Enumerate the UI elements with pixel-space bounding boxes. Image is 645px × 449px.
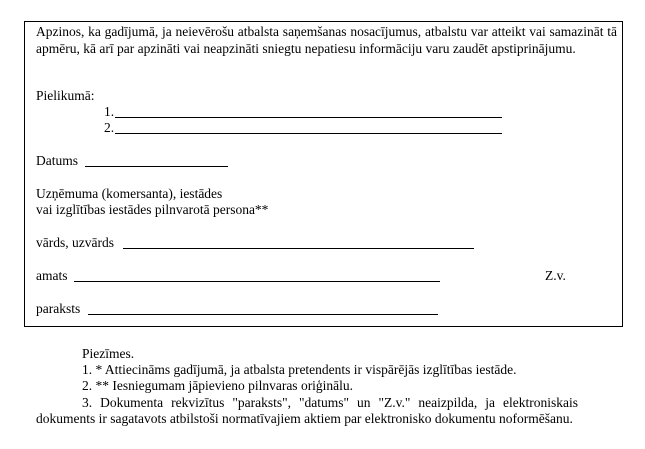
note-item-1: 1. * Attiecināms gadījumā, ja atbalsta pretendents ir vispārējās izglītības iestāde. <box>82 362 517 377</box>
position-label: amats <box>36 268 68 283</box>
declaration-text: Apzinos, ka gadījumā, ja neievērošu atbalsta saņemšanas nosacījumus, atbalstu var atteikt vai samazināt tā apmēru, kā arī par apzināti vai neapzināti sniegtu nepatiesu informāciju varu zaudēt apstiprinājumu. <box>36 24 617 56</box>
attachment-item-2-line[interactable] <box>115 133 502 134</box>
name-line[interactable] <box>123 248 474 249</box>
notes-title: Piezīmes. <box>82 346 135 361</box>
authorized-person-line2: vai izglītības iestādes pilnvarotā persona** <box>36 202 269 217</box>
signature-label: paraksts <box>36 301 81 316</box>
name-label: vārds, uzvārds <box>36 235 114 250</box>
attachment-item-2-number: 2. <box>104 120 115 135</box>
date-label: Datums <box>36 153 78 168</box>
note-item-3: 3. Dokumenta rekvizītus "paraksts", "datums" un "Z.v." neaizpilda, ja elektroniskais dokuments ir sagatavots atbilstoši normatīvajiem aktiem par elektronisko dokumentu noformēšanu. <box>36 395 578 426</box>
attachments-label: Pielikumā: <box>36 88 95 103</box>
seal-label: Z.v. <box>545 268 566 283</box>
attachment-item-1-line[interactable] <box>115 117 502 118</box>
position-line[interactable] <box>74 281 440 282</box>
signature-line[interactable] <box>88 314 438 315</box>
authorized-person-line1: Uzņēmuma (komersanta), iestādes <box>36 186 223 201</box>
note-item-2: 2. ** Iesniegumam jāpievieno pilnvaras oriģinālu. <box>82 378 354 393</box>
date-line[interactable] <box>85 166 228 167</box>
attachment-item-1-number: 1. <box>104 104 115 119</box>
